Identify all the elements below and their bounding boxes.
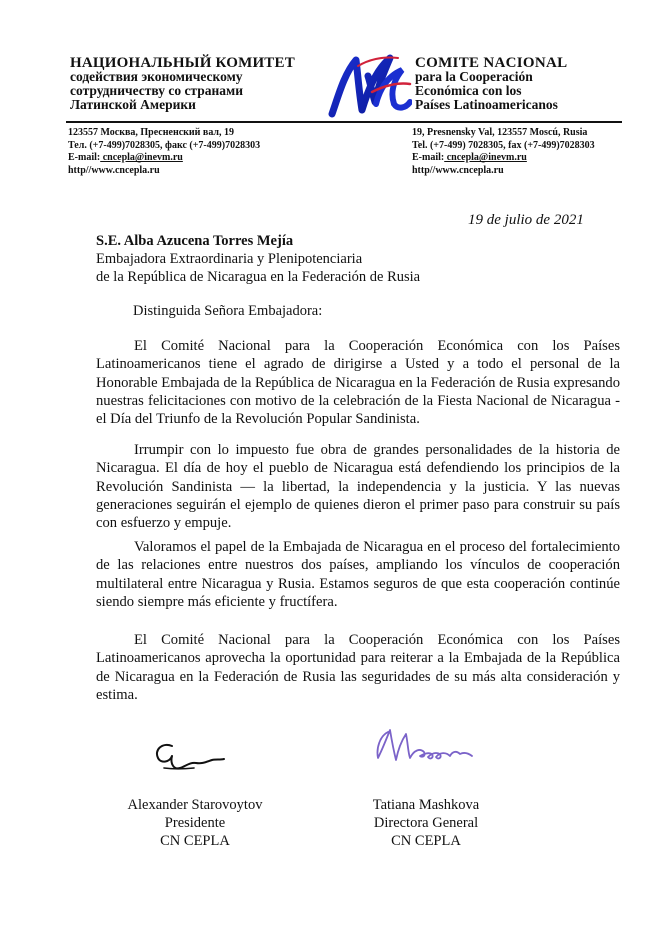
website-es[interactable]: http//www.cncepla.ru: [412, 165, 504, 177]
address-es: 19, Presnensky Val, 123557 Moscú, Rusia: [412, 127, 588, 138]
signatory-role: Presidente: [164, 815, 226, 831]
body-paragraph-2: Irrumpir con lo impuesto fue obra de grandes personalidades de la historia de Nicaragua. El día de hoy el pueblo de Nicaragua está defendiendo los principios de la Revolución Sandinista — la libertad, la independencia y la justicia. Y las nuevas generaciones seguirán el ejemplo de quienes dieron el primer paso para construir su país con esfuerzo y empuje.: [96, 442, 620, 532]
signatory-1: [100, 796, 290, 850]
body-paragraph-4: El Comité Nacional para la Cooperación Económica con los Países Latinoamericanos aprovecha la oportunidad para reiterar a la Embajada de la República de Nicaragua en la Federación de Rusia las seguridades de su más alta consideración y estima.: [96, 632, 620, 703]
org-subtitle-ru-3: Латинской Америки: [70, 97, 196, 112]
recipient-title: Embajadora Extraordinaria y Plenipotenciaria: [96, 251, 363, 267]
header-es: [415, 56, 567, 112]
org-subtitle-ru-1: содействия экономическому: [70, 69, 243, 84]
signatory-org: CN CEPLA: [391, 833, 461, 849]
email-es: E-mail: cncepla@inevm.ru: [412, 152, 527, 164]
header-divider: [66, 121, 622, 123]
org-title-ru: НАЦИОНАЛЬНЫЙ КОМИТЕТ: [70, 55, 295, 71]
signatory-name: Alexander Starovoytov: [127, 797, 263, 813]
org-title-es: COMITE NACIONAL: [415, 55, 568, 71]
signatory-org: CN CEPLA: [160, 833, 230, 849]
signatory-role: Directora General: [373, 815, 479, 831]
signatory-2: [346, 796, 506, 850]
email-ru: E-mail: cncepla@inevm.ru: [68, 152, 183, 164]
org-subtitle-es-1: para la Cooperación: [415, 69, 533, 84]
header-ru: [70, 56, 295, 112]
email-link-es[interactable]: cncepla@inevm.ru: [444, 152, 527, 164]
recipient-name: S.E. Alba Azucena Torres Mejía: [96, 233, 294, 249]
recipient-block: [96, 232, 420, 286]
org-subtitle-es-3: Países Latinoamericanos: [415, 97, 558, 112]
phone-es: Tel. (+7-499) 7028305, fax (+7-499)7028303: [412, 139, 595, 151]
signatory-name: Tatiana Mashkova: [372, 797, 480, 813]
email-link-ru[interactable]: cncepla@inevm.ru: [100, 152, 183, 164]
org-subtitle-ru-2: сотрудничеству со странами: [70, 83, 243, 98]
contacts-es: [412, 127, 595, 178]
signature-starovoytov: [150, 732, 230, 782]
contacts-ru: [68, 127, 260, 178]
letter-date: 19 de julio de 2021: [468, 212, 584, 228]
body-paragraph-3: Valoramos el papel de la Embajada de Nicaragua en el proceso del fortalecimiento de las relaciones entre nuestros dos países, ampliando los vínculos de cooperación multilateral entre Nicaragua y Rusia. Estamos seguros de que esta cooperación continúe siendo siempre más eficiente y fructífera.: [96, 539, 620, 610]
org-subtitle-es-2: Económica con los: [415, 83, 522, 98]
body-paragraph-1: El Comité Nacional para la Cooperación Económica con los Países Latinoamericanos tiene el agrado de dirigirse a Usted y a todo el personal de la Honorable Embajada de la República de Nicaragua en la Federación de Rusia expresando nuestras felicitaciones con motivo de la celebración de la Fiesta Nacional de Nicaragua - el Día del Triunfo de la Revolución Popular Sandinista.: [96, 338, 620, 428]
phone-ru: Тел. (+7-499)7028305, факс (+7-499)7028303: [68, 139, 261, 151]
cepla-logo: [328, 52, 412, 118]
recipient-org: de la República de Nicaragua en la Federación de Rusia: [96, 269, 421, 285]
salutation: Distinguida Señora Embajadora:: [133, 303, 323, 319]
address-ru: 123557 Москва, Пресненский вал, 19: [68, 127, 235, 138]
website-ru[interactable]: http//www.cncepla.ru: [68, 165, 160, 177]
signature-mashkova: [370, 722, 490, 768]
